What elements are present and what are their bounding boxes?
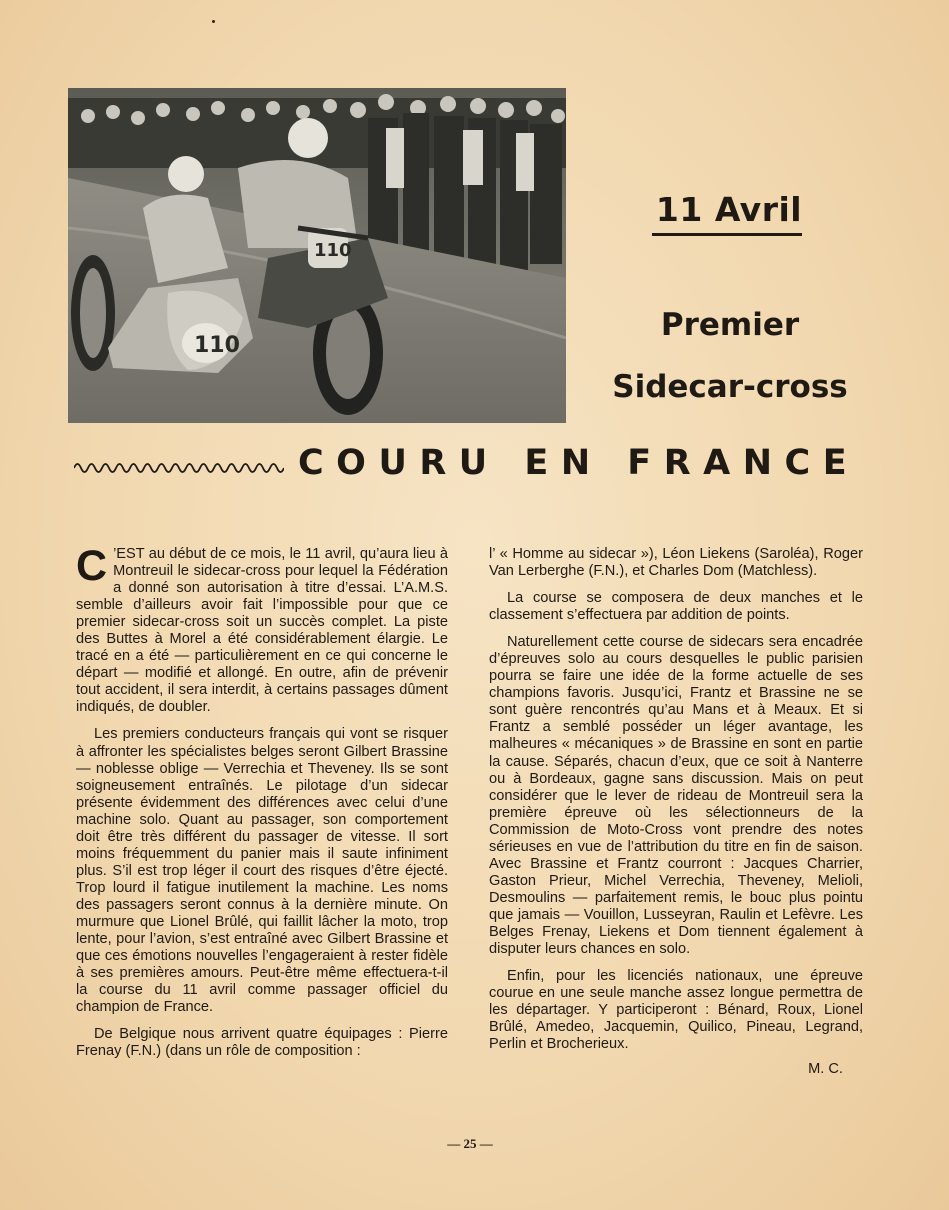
- article-column-right: [489, 546, 863, 1078]
- article-column-left: [76, 542, 448, 1070]
- paragraph: [76, 542, 448, 716]
- page-number: — 25 —: [447, 1136, 493, 1151]
- paragraph: De Belgique nous arrivent quatre équipages : Pierre Frenay (F.N.) (dans un rôle de composition :: [76, 1026, 448, 1060]
- paragraph: Les premiers conducteurs français qui vont se risquer à affronter les spécialistes belges seront Gilbert Brassine — noblesse oblige — Verrechia et Theveney. Ils se sont soigneusement entraînés. Le pilotage d’un sidecar présente évidemment des différences avec celui d’une machine solo. Quant au passager, son comportement doit être très différent du passager de vitesse. Il sort moins fréquemment du panier mais il saute infiniment plus. S’il est trop léger il court des risques d’être éjecté. Trop lourd il fatigue inutilement la machine. Les noms des passagers seront connus à la dernière minute. On murmure que Lionel Brûlé, qui faillit lâcher la moto, trop lente, pour l’avion, s’est entraîné avec Gilbert Brassine et que ces émotions nouvelles l’engageraient à rester fidèle à ses premières amours. Peut-être même effectuera-t-il la course du 11 avril comme passager officiel du champion de France.: [76, 726, 448, 1016]
- squiggle-ornament: [74, 458, 284, 474]
- title-line-1: Premier: [660, 307, 800, 343]
- paragraph: Naturellement cette course de sidecars sera encadrée d’épreuves solo au cours desquelles le public parisien pourra se faire une idée de la forme actuelle de ses champions favoris. Jusqu’ici, Frantz et Brassine ne se sont guère rencontrés qu’au Mans et à Meaux. Et si Frantz a semblé posséder un léger avantage, les malheures « mécaniques » de Brassine en sont en partie la cause. Séparés, chacun d’eux, que ce soit à Nanterre ou à Bordeaux, gagne sans discussion. Mais on peut considérer que le lever de rideau de Montreuil sera la première épreuve où les sélectionneurs de la Commission de Moto-Cross vont prendre des notes sérieuses en vue de l’attribution du titre en fin de saison. Avec Brassine et Frantz courront : Jacques Charrier, Gaston Prieur, Michel Verrechia, Theveney, Melioli, Desmoulins — parfaitement remis, le bouc plus pointu que jamais — Vouillon, Lusseyran, Raulin et Lefèvre. Les Belges Frenay, Liekens et Dom tiennent également à disputer leurs chances en solo.: [489, 634, 863, 958]
- sidecar-number: 110: [194, 333, 240, 358]
- front-plate-number: 110: [314, 240, 352, 261]
- date-underline: [652, 233, 802, 236]
- paragraph-text: ’EST au début de ce mois, le 11 avril, qu’aura lieu à Montreuil le sidecar-cross pour lequel la Fédération a donné son autorisation à titre d’essai. L’A.M.S. semble d’ailleurs avoir fait l’impossible pour que ce premier sidecar-cross soit un succès complet. La piste des Buttes à Morel a été considérablement élargie. Le tracé en a été — particulièrement en ce qui concerne le départ — modifié et allongé. En outre, afin de prévenir tout accident, il sera interdit, à certains passages dûment indiqués, de doubler.: [76, 546, 448, 716]
- title-line-2: Sidecar-cross: [612, 369, 848, 405]
- paragraph: l’ « Homme au sidecar »), Léon Liekens (Saroléa), Roger Van Lerberghe (F.N.), et Charles Dom (Matchless).: [489, 546, 863, 580]
- photo-illustration: [68, 88, 566, 423]
- drop-cap: C: [76, 542, 108, 590]
- paper-speck: [212, 20, 215, 23]
- paragraph: La course se composera de deux manches et le classement s’effectuera par addition de points.: [489, 590, 863, 624]
- date-title: 11 Avril: [655, 190, 803, 229]
- sidecar-photo: [68, 88, 566, 423]
- paragraph: Enfin, pour les licenciés nationaux, une épreuve courue en une seule manche assez longue permettra de les départager. Y participeront : Bénard, Roux, Lionel Brûlé, Amedeo, Jacquemin, Quilico, Pineau, Legrand, Perlin et Brocherieux.: [489, 968, 863, 1053]
- article-title: [590, 294, 870, 418]
- author-signature: M. C.: [808, 1061, 843, 1078]
- headline: COURU EN FRANCE: [298, 443, 860, 483]
